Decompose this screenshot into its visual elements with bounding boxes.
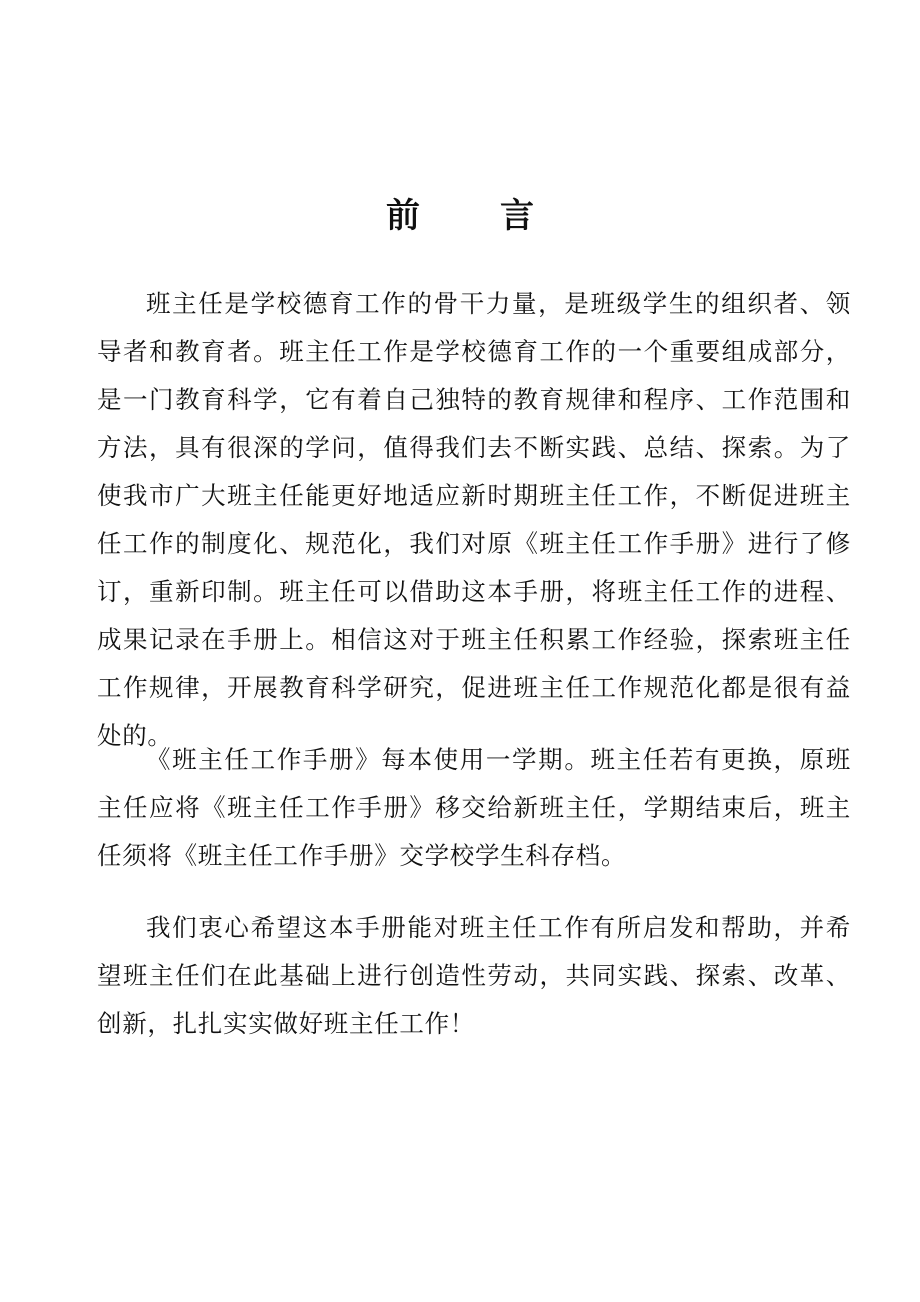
title-char-2: 言: [500, 196, 534, 236]
paragraph-2: 《班主任工作手册》每本使用一学期。班主任若有更换，原班主任应将《班主任工作手册》移交给新班主任，学期结束后，班主任须将《班主任工作手册》交学校学生科存档。: [97, 745, 851, 870]
paragraph-1: 班主任是学校德育工作的骨干力量，是班级学生的组织者、领导者和教育者。班主任工作是学校德育工作的一个重要组成部分，是一门教育科学，它有着自己独特的教育规律和程序、工作范围和方法，具有很深的学问，值得我们去不断实践、总结、探索。为了使我市广大班主任能更好地适应新时期班主任工作，不断促进班主任工作的制度化、规范化，我们对原《班主任工作手册》进行了修订，重新印制。班主任可以借助这本手册，将班主任工作的进程、成果记录在手册上。相信这对于班主任积累工作经验，探索班主任工作规律，开展教育科学研究，促进班主任工作规范化都是很有益处的。: [97, 289, 851, 750]
page-title: [0, 188, 920, 244]
paragraph-3: 我们衷心希望这本手册能对班主任工作有所启发和帮助，并希望班主任们在此基础上进行创造性劳动，共同实践、探索、改革、创新，扎扎实实做好班主任工作！: [97, 913, 851, 1038]
title-char-1: 前: [386, 196, 420, 236]
